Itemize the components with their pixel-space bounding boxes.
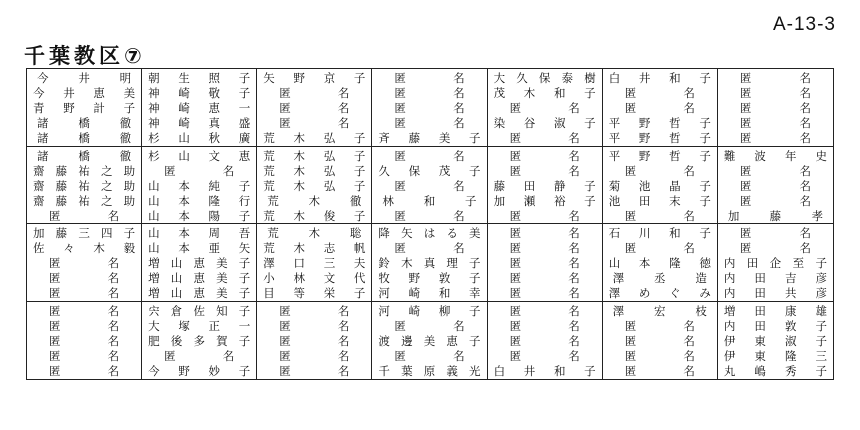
name-entry: 澤 宏 枝: [612, 303, 707, 318]
name-entry: 神 崎 真 盛: [148, 116, 251, 130]
name-cell: [488, 69, 603, 147]
name-entry: 増 山 恵 美 子: [148, 256, 251, 270]
name-entry: 諸 橋 徹: [37, 116, 132, 130]
name-entry: 斉 藤 美 子: [378, 131, 481, 145]
name-entry: 匿 名: [739, 178, 811, 193]
name-entry: 匿 名: [509, 148, 580, 163]
name-entry: 匿 名: [49, 256, 120, 270]
name-entry: 匿 名: [624, 241, 695, 255]
name-entry: 匿 名: [394, 71, 465, 85]
name-entry: 内 田 吉 彦: [723, 271, 827, 285]
name-entry: 神 崎 恵 一: [148, 101, 251, 115]
name-entry: 内 田 敦 子: [723, 318, 827, 333]
name-entry: 匿 名: [739, 193, 811, 208]
name-cell: [488, 224, 603, 302]
name-cell: [142, 69, 257, 147]
name-entry: 匿 名: [49, 318, 120, 333]
name-entry: 山 本 周 吾: [148, 226, 251, 240]
name-entry: 匿 名: [509, 286, 580, 300]
name-entry: 荒 木 志 帆: [263, 241, 366, 255]
name-entry: 鈴 木 真 理 子: [378, 256, 481, 270]
name-entry: 丸 嶋 秀 子: [723, 363, 827, 378]
name-entry: 匿 名: [394, 348, 465, 363]
donor-name-table: [26, 68, 834, 380]
name-entry: 匿 名: [624, 208, 695, 223]
name-entry: 匿 名: [279, 116, 350, 130]
name-entry: 匿 名: [509, 208, 580, 223]
name-entry: 匿 名: [49, 303, 120, 318]
name-entry: 匿 名: [624, 363, 695, 378]
name-entry: 匿 名: [739, 116, 811, 130]
name-entry: 匿 名: [49, 286, 120, 300]
name-entry: 千 葉 原 義 光: [378, 363, 481, 378]
name-entry: 伊 東 淑 子: [723, 333, 827, 348]
name-entry: 白 井 和 子: [493, 363, 596, 378]
name-entry: 大 塚 正 一: [148, 318, 251, 333]
name-entry: 山 本 隆 行: [148, 193, 251, 208]
name-cell: [718, 69, 833, 147]
name-entry: 山 本 純 子: [148, 178, 251, 193]
name-entry: 匿 名: [624, 333, 695, 348]
name-entry: 匿 名: [509, 101, 580, 115]
name-entry: 匿 名: [509, 163, 580, 178]
name-entry: 匿 名: [49, 348, 120, 363]
name-entry: 青 野 計 子: [33, 101, 136, 115]
name-entry: 荒 木 弘 子: [263, 131, 366, 145]
name-entry: 匿 名: [279, 303, 350, 318]
name-entry: 匿 名: [394, 101, 465, 115]
name-cell: [27, 147, 142, 225]
name-entry: 荒 木 俊 子: [263, 208, 366, 223]
name-entry: 匿 名: [739, 101, 811, 115]
name-entry: 平 野 哲 子: [608, 131, 711, 145]
name-entry: 匿 名: [394, 148, 465, 163]
name-entry: 匿 名: [509, 256, 580, 270]
name-entry: 加 藤 孝: [727, 208, 823, 223]
name-entry: 匿 名: [49, 271, 120, 285]
name-cell: [257, 69, 372, 147]
name-entry: 平 野 哲 子: [608, 148, 711, 163]
name-entry: 小 林 文 代: [263, 271, 366, 285]
name-entry: 杉 山 秋 廣: [148, 131, 251, 145]
name-entry: 久 保 茂 子: [378, 163, 481, 178]
name-entry: 加 藤 三 四 子: [33, 226, 136, 240]
name-entry: 諸 橋 徹: [37, 131, 132, 145]
name-cell: [142, 147, 257, 225]
name-entry: 澤 丞 造: [612, 271, 707, 285]
name-entry: 荒 木 弘 子: [263, 163, 366, 178]
name-entry: 河 崎 柳 子: [378, 303, 481, 318]
name-entry: 匿 名: [279, 348, 350, 363]
name-entry: 匿 名: [394, 208, 465, 223]
name-cell: [603, 69, 718, 147]
name-entry: 山 本 亜 矢: [148, 241, 251, 255]
name-entry: 伊 東 隆 三: [723, 348, 827, 363]
name-entry: 齋 藤 祐 之 助: [33, 178, 136, 193]
name-entry: 諸 橋 徹: [37, 148, 132, 163]
name-entry: 菊 池 晶 子: [608, 178, 711, 193]
name-entry: 匿 名: [509, 226, 580, 240]
name-entry: 匿 名: [49, 363, 120, 378]
name-entry: 染 谷 淑 子: [493, 116, 596, 130]
name-entry: 匿 名: [509, 348, 580, 363]
name-entry: 匿 名: [279, 363, 350, 378]
name-entry: 匿 名: [739, 131, 811, 145]
name-entry: 匿 名: [509, 333, 580, 348]
name-entry: 内 田 共 彦: [723, 286, 827, 300]
name-entry: 匿 名: [279, 101, 350, 115]
name-entry: 匿 名: [394, 116, 465, 130]
name-entry: 加 瀬 裕 子: [493, 193, 596, 208]
name-entry: 白 井 和 子: [608, 71, 711, 85]
name-entry: 匿 名: [279, 318, 350, 333]
name-entry: 山 本 隆 徳: [608, 256, 711, 270]
name-entry: 匿 名: [739, 241, 811, 255]
name-entry: 大 久 保 泰 樹: [493, 71, 596, 85]
name-entry: 匿 名: [739, 86, 811, 100]
name-entry: 増 田 康 雄: [723, 303, 827, 318]
name-cell: [372, 224, 487, 302]
name-entry: 増 山 恵 美 子: [148, 286, 251, 300]
name-entry: 匿 名: [624, 86, 695, 100]
name-entry: 佐 々 木 毅: [33, 241, 136, 255]
name-entry: 匿 名: [509, 131, 580, 145]
name-entry: 匿 名: [739, 71, 811, 85]
name-cell: [488, 147, 603, 225]
name-cell: [257, 147, 372, 225]
name-entry: 匿 名: [279, 333, 350, 348]
name-cell: [603, 302, 718, 380]
name-entry: 増 山 恵 美 子: [148, 271, 251, 285]
page-code: A-13-3: [772, 14, 836, 35]
name-cell: [372, 302, 487, 380]
name-entry: 匿 名: [394, 178, 465, 193]
name-cell: [27, 302, 142, 380]
name-entry: 内 田 企 至 子: [723, 256, 827, 270]
name-entry: 匿 名: [164, 348, 235, 363]
page-title: 千葉教区⑦: [24, 44, 146, 68]
name-entry: 渡 邊 美 恵 子: [378, 333, 481, 348]
name-entry: 匿 名: [739, 226, 811, 240]
name-entry: 匿 名: [49, 208, 120, 223]
name-cell: [718, 302, 833, 380]
name-entry: 荒 木 弘 子: [263, 178, 366, 193]
name-cell: [257, 224, 372, 302]
name-entry: 平 野 哲 子: [608, 116, 711, 130]
name-entry: 匿 名: [624, 348, 695, 363]
name-entry: 匿 名: [394, 318, 465, 333]
name-entry: 目 等 栄 子: [263, 286, 366, 300]
name-entry: 匿 名: [739, 163, 811, 178]
name-entry: 池 田 末 子: [608, 193, 711, 208]
name-entry: 匿 名: [624, 318, 695, 333]
name-entry: 林 和 子: [382, 193, 477, 208]
name-entry: 山 本 陽 子: [148, 208, 251, 223]
name-cell: [142, 302, 257, 380]
name-cell: [372, 147, 487, 225]
name-cell: [718, 224, 833, 302]
name-entry: 今 野 妙 子: [148, 363, 251, 378]
name-entry: 齋 藤 祐 之 助: [33, 163, 136, 178]
name-cell: [488, 302, 603, 380]
name-entry: 匿 名: [624, 101, 695, 115]
name-entry: 今 井 恵 美: [33, 86, 136, 100]
name-entry: 荒 木 徹: [267, 193, 362, 208]
name-entry: 匿 名: [509, 241, 580, 255]
name-entry: 肥 後 多 賀 子: [148, 333, 251, 348]
name-entry: 匿 名: [509, 303, 580, 318]
name-cell: [27, 224, 142, 302]
name-entry: 茂 木 和 子: [493, 86, 596, 100]
name-entry: 匿 名: [394, 86, 465, 100]
name-cell: [603, 224, 718, 302]
name-entry: 匿 名: [279, 86, 350, 100]
name-entry: 齋 藤 祐 之 助: [33, 193, 136, 208]
name-entry: 降 矢 は る 美: [378, 226, 481, 240]
name-entry: 匿 名: [509, 271, 580, 285]
name-cell: [142, 224, 257, 302]
name-cell: [372, 69, 487, 147]
name-entry: 難 波 年 史: [723, 148, 827, 163]
name-entry: 今 井 明: [37, 71, 132, 85]
name-entry: 澤 口 三 夫: [263, 256, 366, 270]
name-entry: 匿 名: [624, 163, 695, 178]
name-entry: 杉 山 文 恵: [148, 148, 251, 163]
name-entry: 矢 野 京 子: [263, 71, 366, 85]
name-entry: 河 崎 和 幸: [378, 286, 481, 300]
name-entry: 宍 倉 佐 知 子: [148, 303, 251, 318]
name-entry: 荒 木 聡: [267, 226, 362, 240]
name-entry: 匿 名: [509, 318, 580, 333]
name-entry: 匿 名: [394, 241, 465, 255]
name-entry: 石 川 和 子: [608, 226, 711, 240]
name-entry: 匿 名: [49, 333, 120, 348]
name-entry: 神 崎 敬 子: [148, 86, 251, 100]
name-entry: 匿 名: [164, 163, 235, 178]
name-cell: [603, 147, 718, 225]
name-entry: 朝 生 照 子: [148, 71, 251, 85]
name-entry: 牧 野 敦 子: [378, 271, 481, 285]
name-entry: 荒 木 弘 子: [263, 148, 366, 163]
name-cell: [718, 147, 833, 225]
name-entry: 澤 め ぐ み: [608, 286, 711, 300]
name-entry: 藤 田 静 子: [493, 178, 596, 193]
name-cell: [257, 302, 372, 380]
name-cell: [27, 69, 142, 147]
